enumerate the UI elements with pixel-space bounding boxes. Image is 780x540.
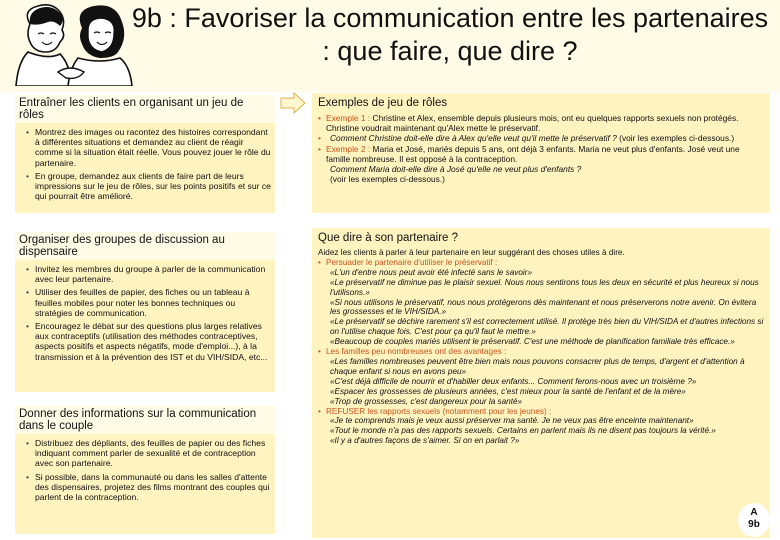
panel-couple-info-heading: Donner des informations sur la communication dans le couple (15, 406, 275, 434)
examples-body (312, 113, 770, 184)
panel-what-to-say (312, 228, 770, 538)
point-1: • Persuader le partenaire d'utiliser le préservatif : (318, 258, 764, 268)
page-badge (738, 503, 770, 537)
example-1-question: Comment Christine doit-elle dire à Alex qu'elle veut qu'il mette le préservatif ? (330, 133, 617, 144)
panel-role-play-examples (312, 93, 770, 213)
what-to-say-body (312, 248, 770, 446)
list-item: • En groupe, demandez aux clients de faire part de leurs impressions sur le jeu de rôles, sur les points positifs et sur ce qui pourrait être amélioré. (35, 171, 271, 202)
badge-letter: A (750, 507, 758, 518)
list-item: • Encouragez le débat sur des questions plus larges relatives aux contraceptifs (utilisation des méthodes contraceptives, aspects positifs et aspects négatifs, mode d'emploi...), à la transmission et à la prévention des IST et du VIH/SIDA, etc... (35, 321, 271, 362)
arrow-right-icon (280, 92, 306, 114)
quote: «Je te comprends mais je veux aussi préserver ma santé. Je ne veux pas être enceinte maintenant» (330, 416, 694, 426)
what-to-say-intro: Aidez les clients à parler à leur partenaire en leur suggérant des choses utiles à dire. (318, 248, 625, 257)
role-play-list (15, 123, 275, 208)
examples-heading: Exemples de jeu de rôles (318, 97, 448, 109)
point-3: • REFUSER les rapports sexuels (notamment pour les jeunes) : (318, 407, 764, 417)
list-item: • Si possible, dans la communauté ou dans les salles d'attente des dispensaires, projetez des films montrant des couples qui parlent de la contraception. (35, 472, 271, 503)
quote: «Le préservatif se déchire rarement s'il est correctement utilisé. Il protège très bien du VIH/SIDA et d'autres infections si on l'utilise chaque fois. C'est pour ça qu'il faut le mettre.» (330, 317, 764, 337)
point-2: • Les familles peu nombreuses ont des avantages : (318, 347, 764, 357)
quote: «Trop de grossesses, c'est dangereux pour la santé» (330, 396, 523, 406)
quote: «Les familles nombreuses peuvent être bien mais nous pouvons consacrer plus de temps, d'argent et d'attention à chaque enfant si nous en avons peu» (330, 356, 745, 376)
example-2-question: Comment Maria doit-elle dire à José qu'elle ne veut plus d'enfants ? (330, 164, 582, 175)
panel-couple-info (15, 406, 275, 534)
quote: «Si nous utilisons le préservatif, nous nous protégerons dès maintenant et nous préserverons notre avenir. On évitera les grossesses et le VIH/SIDA.» (330, 297, 757, 317)
quote: «Tout le monde n'a pas des rapports sexuels. Certains en parlent mais ils ne disent pas toujours la vérité.» (330, 426, 716, 436)
quote: «L'un d'entre nous peut avoir été infecté sans le savoir» (330, 267, 533, 277)
list-item: • Utiliser des feuilles de papier, des fiches ou un tableau à feuilles mobiles pour noter les bonnes techniques ou stratégies de communication. (35, 287, 271, 318)
example-2-label: Exemple 2 : (326, 143, 371, 154)
example-1-note: (voir les exemples ci-dessous.) (616, 133, 735, 144)
quote: «C'est déjà difficile de nourrir et d'habiller deux enfants... Comment ferons-nous avec un troisième ?» (330, 376, 697, 386)
example-1-text: Christine et Alex, ensemble depuis plusieurs mois, ont eu quelques rapports sexuels non protégés. Christine voudrait maintenant qu'Alex mette le préservatif. (326, 113, 739, 134)
panel-discussion-groups (15, 232, 275, 392)
example-2-text: Maria et José, mariés depuis 5 ans, ont déjà 3 enfants. Maria ne veut plus d'enfants. José veut une famille nombreuse. Il est opposé à la contraception. (326, 143, 740, 164)
panel-role-play (15, 95, 275, 213)
list-item: • Invitez les membres du groupe à parler de la communication avec leur partenaire. (35, 264, 271, 284)
badge-number: 9b (748, 519, 760, 530)
page-title: 9b : Favoriser la communication entre les partenaires : que faire, que dire ? (131, 3, 769, 66)
example-2-note: (voir les exemples ci-dessous.) (330, 174, 445, 185)
couple-info-list (15, 434, 275, 509)
list-item: • Montrez des images ou racontez des histoires correspondant à différentes situations et demandez au client de réagir comme si la situation était réelle. Vous pouvez jouer le rôle du partenaire. (35, 127, 271, 168)
quote: «Le préservatif ne diminue pas le plaisir sexuel. Nous nous sentirons tous les deux en sécurité et plus heureux si nous l'utilisons.» (330, 277, 759, 297)
what-to-say-heading: Que dire à son partenaire ? (318, 232, 459, 244)
quote: «Espacer les grossesses de plusieurs années, c'est mieux pour la santé de l'enfant et de la mère» (330, 386, 686, 396)
panel-role-play-heading: Entraîner les clients en organisant un jeu de rôles (15, 95, 275, 123)
quote: «Il y a d'autres façons de s'aimer. Si on en parlait ?» (330, 436, 520, 446)
example-1-label: Exemple 1 : (326, 113, 371, 123)
list-item: • Distribuez des dépliants, des feuilles de papier ou des fiches indiquant comment parler de sexualité et de contraception avec son partenaire. (35, 438, 271, 469)
panel-discussion-groups-heading: Organiser des groupes de discussion au dispensaire (15, 232, 275, 260)
couple-illustration (8, 2, 140, 86)
discussion-list (15, 260, 275, 369)
quote: «Beaucoup de couples mariés utilisent le préservatif. C'est une méthode de planification familiale très efficace.» (330, 337, 735, 347)
